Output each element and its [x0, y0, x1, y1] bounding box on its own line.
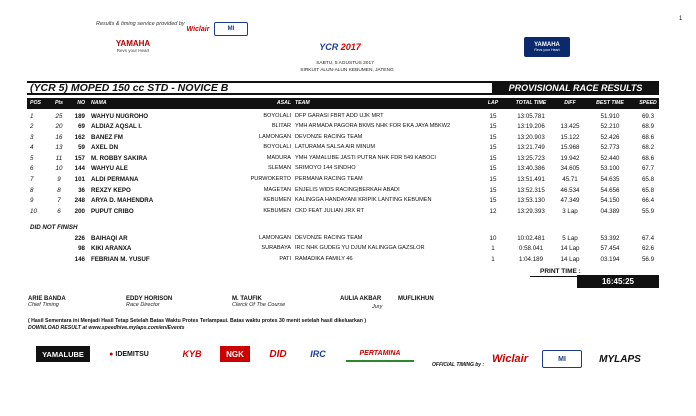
protest-note-text: ( Hasil Sementara ini Menjadi Hasil Tetap Setelah Batas Waktu Protes Terlampaui. Batas waktu protes 30 menit setelah hasil dikeluarkan ) [28, 318, 367, 324]
result-cell-pos: 6 [30, 165, 34, 173]
result-cell-team: KALINGGA HANDAYANI KRIPIK LANTING KEBUMEN [295, 197, 432, 204]
dnf-cell-speed: 67.4 [641, 234, 655, 242]
wiclair-logo: Wiclair [186, 25, 210, 33]
dnf-cell-speed: 62.6 [641, 245, 655, 253]
result-cell-no: 248 [74, 197, 85, 205]
result-cell-name: AXEL DN [91, 144, 119, 152]
print-time-value: 16:45:25 [577, 275, 659, 288]
result-cell-pts: 11 [55, 154, 63, 162]
result-cell-team: ENJELIS WIDS RACING|BERKAH ABADI [295, 186, 400, 193]
dnf-cell-best-time: 53.392 [600, 234, 620, 242]
result-cell-diff: 47.349 [560, 197, 580, 205]
wiclair-timing-logo: Wiclair [492, 353, 528, 365]
result-cell-lap: 15 [489, 123, 497, 131]
result-cell-team: CKD FEAT JULIAN JRX RT [295, 207, 365, 214]
result-cell-name: PUPUT CRIBO [91, 207, 134, 215]
print-time-label: PRINT TIME : [540, 268, 581, 275]
signature-jury-role [372, 304, 382, 310]
result-cell-lap: 15 [489, 176, 497, 184]
result-cell-no: 157 [74, 154, 85, 162]
official-timing-label: OFFICIAL TIMING by : [432, 362, 485, 368]
result-cell-best-time: 54.150 [600, 197, 620, 205]
dnf-cell-no: 98 [78, 245, 85, 253]
result-cell-asal: PURWOKERTO [250, 176, 291, 183]
mi-logo: MI [214, 22, 248, 36]
result-row [27, 196, 659, 207]
yamaha-racing-logo-tagline: Revs your Heart [534, 48, 560, 52]
dnf-row [27, 244, 659, 255]
dnf-cell-asal: LAMONGAN [258, 234, 291, 241]
result-cell-speed: 68.2 [641, 144, 655, 152]
result-cell-total-time: 13:20.903 [517, 133, 545, 141]
dnf-cell-diff: 14 Lap [560, 255, 580, 263]
result-cell-pts: 6 [57, 207, 61, 215]
dnf-cell-team: IRC NHK GUDEG YU DJUM KALINGGA GAZSLOR [295, 245, 425, 252]
result-cell-team: LATURAMA SALSA AIR MINUM [295, 144, 376, 151]
yamaha-logo [108, 35, 158, 57]
result-cell-lap: 15 [489, 133, 497, 141]
col-name: NAMA [91, 100, 107, 106]
result-cell-name: WAHYU ALE [91, 165, 128, 173]
result-cell-pos: 4 [30, 144, 34, 152]
result-cell-pos: 5 [30, 154, 34, 162]
signature-name: ARIE BANDA [28, 296, 66, 302]
dnf-cell-diff: 5 Lap [562, 234, 578, 242]
signature-role: Race Director [126, 302, 160, 308]
event-date: SABTU, 5 AGUSTUS 2017 [316, 61, 374, 66]
mi-timing-logo: MI [542, 350, 582, 368]
dnf-cell-total-time: 1:04.189 [518, 255, 544, 263]
col-total-time: TOTAL TIME [515, 100, 547, 106]
result-cell-lap: 15 [489, 186, 497, 194]
ngk-logo: NGK [220, 346, 250, 362]
class-title: (YCR 5) MOPED 150 cc STD - NOVICE B [30, 82, 229, 94]
signature-jury-2 [398, 296, 434, 302]
signature-name: EDDY HORISON [126, 296, 173, 302]
dnf-table [27, 233, 659, 265]
result-cell-pos: 1 [30, 112, 34, 120]
result-cell-diff: 15.968 [560, 144, 580, 152]
result-cell-no: 101 [74, 176, 85, 184]
col-asal: ASAL [276, 100, 291, 106]
result-cell-best-time: 51.910 [600, 112, 620, 120]
mylaps-logo: MYLAPS [599, 353, 641, 365]
result-cell-best-time: 54.656 [600, 186, 620, 194]
did-logo: DID [269, 348, 287, 360]
result-cell-name: M. ROBBY SAKIRA [91, 154, 148, 162]
result-cell-name: BANEZ FM [91, 133, 123, 141]
result-cell-speed: 68.9 [641, 123, 655, 131]
signature-role: Chief Timing [28, 302, 59, 308]
result-cell-diff: 19.942 [560, 154, 580, 162]
result-cell-no: 144 [74, 165, 85, 173]
yamaha-logo-text: YAMAHA [115, 39, 151, 48]
result-cell-speed: 68.6 [641, 133, 655, 141]
timing-credit: Results & timing service provided by [96, 21, 185, 27]
result-cell-best-time: 52.440 [600, 154, 620, 162]
dnf-cell-team: RAMADIKA FAMILY 46 [295, 255, 353, 262]
result-row [27, 206, 659, 217]
result-row [27, 185, 659, 196]
protest-note [28, 318, 528, 332]
result-cell-pts: 8 [57, 186, 61, 194]
result-cell-total-time: 13:53.130 [517, 197, 545, 205]
dnf-cell-asal: SURABAYA [261, 245, 291, 252]
result-cell-team: SRIMOYO 144 SINDHO [295, 165, 356, 172]
dnf-cell-total-time: 0:58.041 [518, 245, 544, 253]
result-cell-name: ALDI PERMANA [91, 176, 139, 184]
result-cell-pts: 10 [55, 165, 63, 173]
dnf-cell-best-time: 57.454 [600, 245, 620, 253]
signature-clerk-of-course [232, 296, 285, 308]
col-lap: LAP [487, 100, 499, 106]
result-cell-total-time: 13:19.206 [517, 123, 545, 131]
kyb-logo: KYB [182, 349, 202, 359]
result-cell-team: DEVONZE RACING TEAM [295, 133, 363, 140]
dnf-cell-lap: 1 [491, 255, 495, 263]
result-cell-pos: 8 [30, 186, 34, 194]
result-cell-speed: 65.8 [641, 186, 655, 194]
result-row [27, 164, 659, 175]
result-cell-lap: 15 [489, 144, 497, 152]
result-cell-lap: 15 [489, 154, 497, 162]
result-row [27, 143, 659, 154]
result-cell-team: DFP GARASI FBRT ADD UJK MRT [295, 112, 384, 119]
idemitsu-logo [98, 346, 160, 362]
yamaha-logo-tagline: Revs your Heart [116, 48, 150, 53]
dnf-cell-best-time: 03.194 [600, 255, 620, 263]
dnf-cell-asal: PATI [279, 255, 291, 262]
print-divider [530, 276, 577, 277]
result-cell-lap: 15 [489, 165, 497, 173]
result-row [27, 132, 659, 143]
col-best-time: BEST TIME [596, 100, 624, 106]
result-cell-diff: 3 Lap [562, 207, 578, 215]
dnf-label: DID NOT FINISH [30, 224, 78, 231]
result-cell-diff: 13.425 [560, 123, 580, 131]
result-cell-pts: 7 [57, 197, 61, 205]
dnf-cell-lap: 10 [489, 234, 497, 242]
signature-name: M. TAUFIK [232, 296, 262, 302]
result-cell-lap: 15 [489, 112, 497, 120]
signature-role: Clerck Of The Course [232, 302, 286, 308]
event-logo [310, 36, 370, 58]
result-cell-total-time: 13:05.781 [517, 112, 545, 120]
result-cell-asal: MADURA [266, 154, 291, 161]
result-cell-pos: 10 [30, 207, 37, 215]
result-cell-best-time: 53.100 [600, 165, 620, 173]
result-row [27, 111, 659, 122]
result-cell-speed: 67.7 [641, 165, 655, 173]
result-cell-name: ALDIAZ AQSAL I. [91, 123, 142, 131]
col-pts: Pts [54, 100, 64, 106]
result-row [27, 153, 659, 164]
result-cell-total-time: 13:21.749 [517, 144, 545, 152]
result-cell-asal: BOYOLALI [263, 144, 291, 151]
signature-role: Jury [372, 304, 383, 310]
result-cell-name: WAHYU NUGROHO [91, 112, 149, 120]
dnf-cell-name: BAIHAQI AR [91, 234, 128, 242]
result-cell-asal: MAGETAN [263, 186, 291, 193]
result-cell-asal: KEBUMEN [263, 197, 291, 204]
event-logo-year: 2017 [340, 42, 361, 52]
event-venue: SIRKUIT ALUN-ALUN KEBUMEN, JATENG [300, 68, 394, 73]
yamalube-logo: YAMALUBE [36, 346, 90, 362]
result-cell-no: 200 [74, 207, 85, 215]
signature-jury-1 [340, 296, 381, 302]
result-cell-speed: 65.8 [641, 176, 655, 184]
col-speed: SPEED [639, 100, 657, 106]
dnf-cell-lap: 1 [491, 245, 495, 253]
result-cell-pos: 2 [30, 123, 34, 131]
page-number: 1 [679, 16, 683, 22]
result-cell-total-time: 13:29.393 [517, 207, 545, 215]
col-diff: DIFF [564, 100, 576, 106]
download-link[interactable]: DOWNLOAD RESULT at www.speedhive.mylaps.com/en/Events [28, 325, 185, 331]
idemitsu-logo-text: IDEMITSU [115, 350, 149, 358]
result-cell-asal: BLITAR [271, 123, 291, 130]
result-cell-pos: 3 [30, 133, 34, 141]
result-cell-no: 36 [78, 186, 85, 194]
result-cell-pts: 13 [55, 144, 63, 152]
result-cell-no: 162 [74, 133, 85, 141]
dnf-cell-name: FEBRIAN M. YUSUF [91, 255, 150, 263]
pertamina-logo: PERTAMINA [346, 346, 414, 362]
result-cell-lap: 12 [489, 207, 497, 215]
result-cell-name: REXZY KEPO [91, 186, 131, 194]
results-status: PROVISIONAL RACE RESULTS [492, 81, 659, 95]
result-cell-best-time: 52.426 [600, 133, 620, 141]
result-cell-asal: KEBUMEN [263, 207, 291, 214]
result-cell-total-time: 13:51.491 [517, 176, 545, 184]
result-row [27, 175, 659, 186]
col-no: NO [77, 100, 85, 106]
result-cell-no: 69 [78, 123, 85, 131]
result-cell-diff: 46.534 [560, 186, 580, 194]
dnf-row [27, 254, 659, 265]
result-cell-asal: BOYOLALI [263, 112, 291, 119]
result-cell-pts: 9 [57, 176, 61, 184]
result-cell-pts: 16 [55, 133, 63, 141]
result-cell-asal: SLEMAN [267, 165, 291, 172]
yamaha-racing-logo [524, 37, 570, 57]
result-row [27, 122, 659, 133]
result-cell-team: YMH YAMALUBE JASTI PUTRA NHK FDR 549 KABOCI [295, 154, 436, 161]
result-cell-best-time: 54.635 [600, 176, 620, 184]
result-cell-lap: 15 [489, 197, 497, 205]
dnf-cell-no: 146 [74, 255, 85, 263]
result-cell-no: 59 [78, 144, 85, 152]
dnf-cell-name: KIKI ARANXA [91, 245, 132, 253]
dnf-cell-speed: 56.9 [641, 255, 655, 263]
result-cell-pts: 25 [55, 112, 63, 120]
signature-name: MUFLIKHUN [398, 296, 434, 302]
result-cell-team: PERMANA RACING TEAM [295, 176, 363, 183]
result-cell-diff: 15.122 [560, 133, 580, 141]
result-cell-pos: 7 [30, 176, 34, 184]
result-cell-diff: 45.71 [562, 176, 578, 184]
irc-logo: IRC [310, 349, 326, 359]
result-cell-total-time: 13:25.723 [517, 154, 545, 162]
result-cell-best-time: 52.773 [600, 144, 620, 152]
result-cell-best-time: 04.389 [600, 207, 620, 215]
signature-name: AULIA AKBAR [340, 296, 382, 302]
dnf-row [27, 233, 659, 244]
result-cell-speed: 66.4 [641, 197, 655, 205]
signature-chief-timing [28, 296, 66, 308]
dnf-cell-total-time: 10:02.481 [517, 234, 545, 242]
result-cell-best-time: 52.210 [600, 123, 620, 131]
result-cell-pos: 9 [30, 197, 34, 205]
result-cell-pts: 20 [55, 123, 63, 131]
result-cell-total-time: 13:40.386 [517, 165, 545, 173]
event-logo-ycr: YCR [319, 42, 339, 52]
result-cell-total-time: 13:52.315 [517, 186, 545, 194]
result-cell-speed: 68.6 [641, 154, 655, 162]
results-table [27, 111, 659, 217]
result-cell-speed: 69.3 [641, 112, 655, 120]
result-cell-diff: 34.605 [560, 165, 580, 173]
dnf-cell-team: DEVONZE RACING TEAM [295, 234, 363, 241]
yamaha-racing-logo-text: YAMAHA [534, 42, 560, 48]
result-cell-speed: 55.9 [641, 207, 655, 215]
dnf-cell-no: 226 [74, 234, 85, 242]
result-cell-name: ARYA D. MAHENDRA [91, 197, 154, 205]
dnf-cell-diff: 14 Lap [560, 245, 580, 253]
result-cell-team: YMH ARMADA PAGORA BKMS NHK FOR EKA JAYA MBKW2 [295, 123, 451, 130]
result-cell-no: 189 [74, 112, 85, 120]
col-pos: POS [30, 100, 41, 106]
signature-race-director [126, 296, 172, 308]
table-header [27, 98, 659, 109]
col-team: TEAM [295, 100, 310, 106]
idemitsu-dot-icon: ● [109, 350, 114, 358]
result-cell-asal: LAMONGAN [258, 133, 291, 140]
